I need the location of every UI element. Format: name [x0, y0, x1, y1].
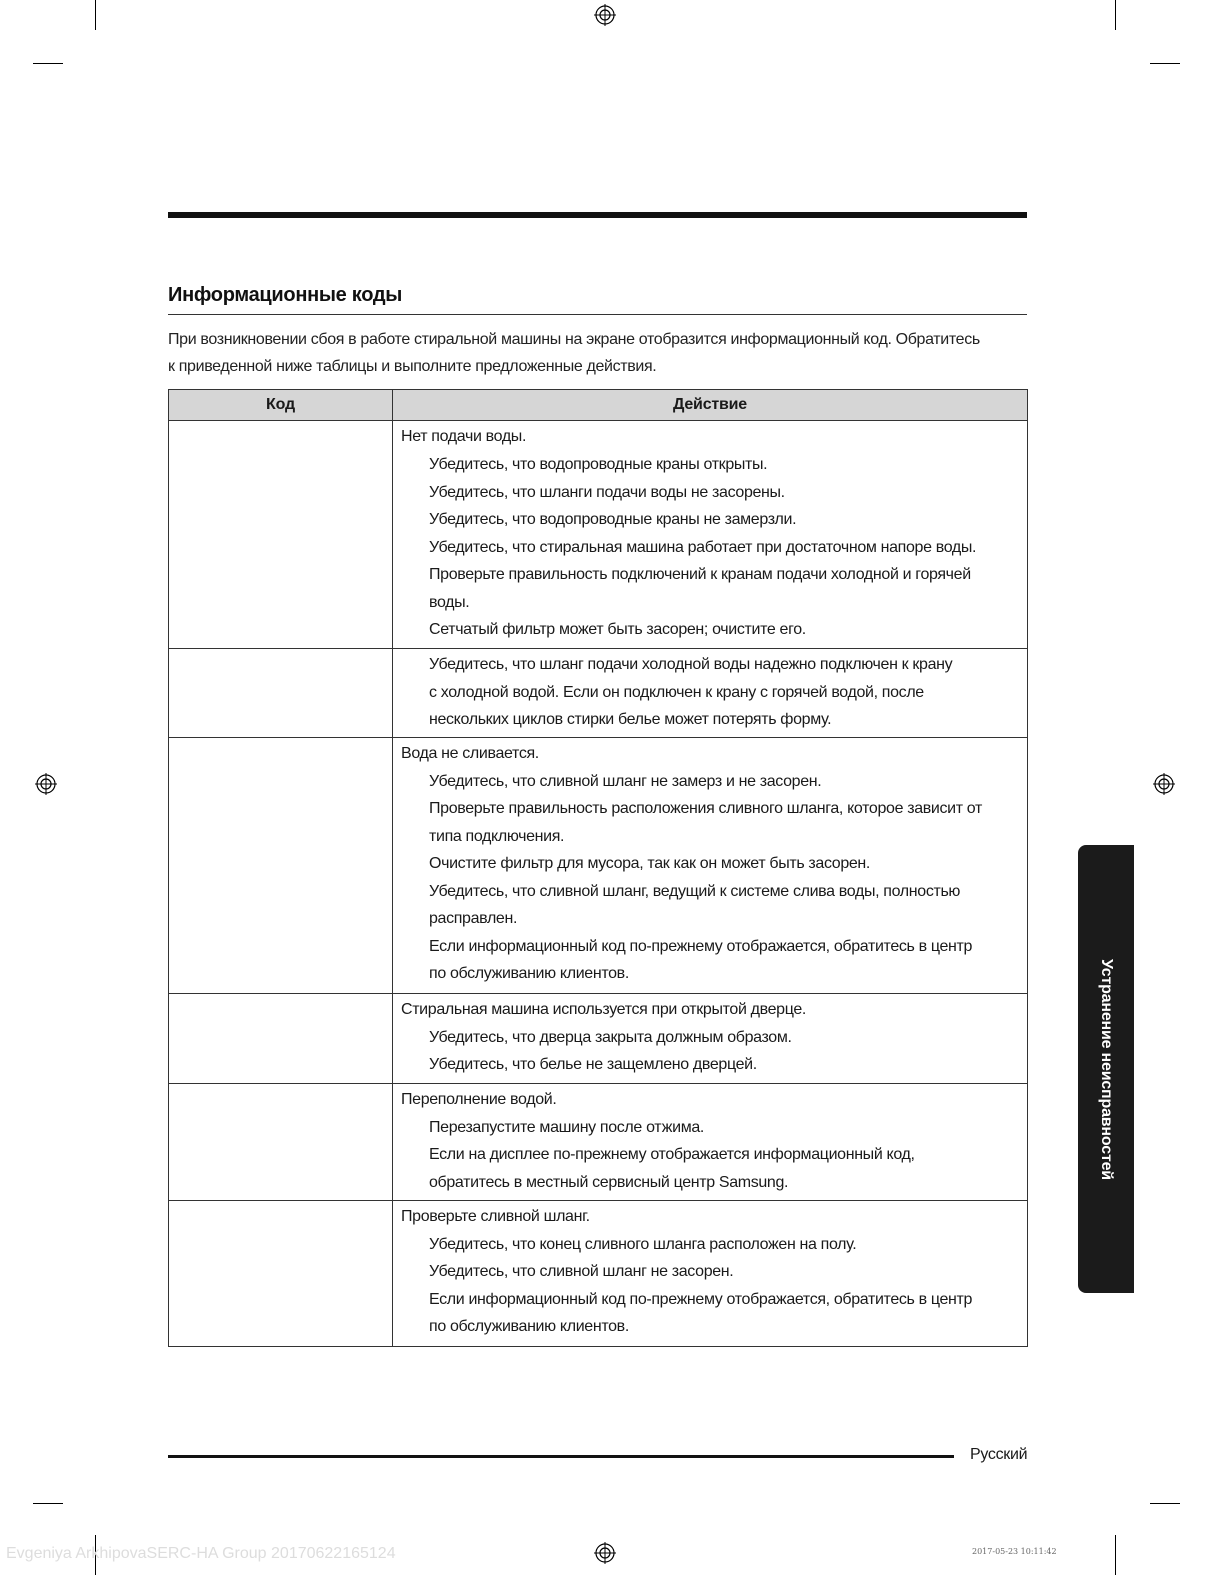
crop-mark	[33, 1503, 63, 1504]
step-item: Если информационный код по-прежнему отображается, обратитесь в центр	[429, 937, 973, 955]
footer-rule	[168, 1455, 954, 1458]
table-header-row	[169, 390, 1028, 421]
step-item: Убедитесь, что белье не защемлено дверцей.	[429, 1056, 757, 1073]
step-item: Сетчатый фильтр может быть засорен; очистите его.	[429, 621, 806, 638]
registration-mark-icon	[1153, 773, 1175, 795]
step-item: Убедитесь, что конец сливного шланга расположен на полу.	[429, 1235, 857, 1253]
step-item: Если информационный код по-прежнему отображается, обратитесь в центр	[429, 1290, 973, 1308]
table-row	[169, 993, 1028, 1083]
action-cell	[393, 1200, 1028, 1346]
footer-language: Русский	[970, 1446, 1028, 1463]
print-slug: Evgeniya ArkhipovaSERC-HA Group 20170622165124	[6, 1545, 396, 1562]
code-cell	[169, 649, 393, 738]
step-item: Убедитесь, что сливной шланг не замерз и не засорен.	[429, 772, 822, 790]
step-item: типа подключения.	[429, 827, 565, 845]
step-item: расправлен.	[429, 910, 518, 927]
condition-text: Проверьте сливной шланг.	[401, 1207, 590, 1225]
step-list	[393, 1111, 1027, 1200]
step-item: с холодной водой. Если он подключен к крану с горячей водой, после	[429, 683, 924, 701]
chapter-top-rule	[168, 212, 1027, 218]
action-cell	[393, 737, 1028, 993]
crop-mark	[1115, 1535, 1116, 1575]
table-row	[169, 1200, 1028, 1346]
action-cell	[393, 421, 1028, 649]
step-item: Убедитесь, что шланг подачи холодной воды надежно подключен к крану	[429, 656, 953, 673]
step-item: Убедитесь, что шланги подачи воды не засорены.	[429, 483, 785, 501]
intro-line: к приведенной ниже таблицы и выполните предложенные действия.	[168, 358, 657, 375]
crop-mark	[1150, 63, 1180, 64]
code-cell	[169, 1200, 393, 1346]
header-action: Действие	[393, 390, 1028, 421]
step-list	[393, 649, 1027, 737]
step-item: Перезапустите машину после отжима.	[429, 1118, 705, 1136]
action-cell	[393, 993, 1028, 1083]
step-item: нескольких циклов стирки белье может потерять форму.	[429, 711, 832, 728]
registration-mark-icon	[594, 4, 616, 26]
crop-mark	[1115, 0, 1116, 30]
step-item: Убедитесь, что сливной шланг, ведущий к системе слива воды, полностью	[429, 882, 961, 900]
step-list	[393, 1021, 1027, 1082]
crop-mark	[1150, 1503, 1180, 1504]
step-item: обратитесь в местный сервисный центр Samsung.	[429, 1173, 789, 1191]
crop-mark	[33, 63, 63, 64]
condition-text: Вода не сливается.	[401, 744, 539, 762]
step-item: Если на дисплее по-прежнему отображается информационный код,	[429, 1146, 915, 1163]
intro-line: При возникновении сбоя в работе стиральной машины на экране отобразится информационный код. Обратитесь	[168, 331, 980, 348]
step-item: Очистите фильтр для мусора, так как он может быть засорен.	[429, 855, 871, 872]
code-cell	[169, 993, 393, 1083]
step-list	[393, 765, 1027, 991]
step-item: Проверьте правильность расположения сливного шланга, которое зависит от	[429, 800, 982, 817]
step-item: воды.	[429, 593, 470, 611]
crop-mark	[95, 0, 96, 30]
condition-text: Нет подачи воды.	[401, 428, 527, 445]
table-row	[169, 649, 1028, 738]
step-list	[393, 1228, 1027, 1344]
step-item: Убедитесь, что сливной шланг не засорен.	[429, 1263, 734, 1280]
condition-text: Стиральная машина используется при открытой дверце.	[401, 1000, 806, 1018]
step-item: по обслуживанию клиентов.	[429, 965, 629, 982]
print-timestamp: 2017-05-23 10:11:42	[972, 1547, 1057, 1556]
table-row	[169, 1083, 1028, 1200]
section-title: Информационные коды	[168, 284, 403, 306]
registration-mark-icon	[35, 773, 57, 795]
step-item: Убедитесь, что дверца закрыта должным образом.	[429, 1028, 792, 1046]
step-item: Убедитесь, что стиральная машина работает при достаточном напоре воды.	[429, 538, 977, 556]
table-row	[169, 737, 1028, 993]
table-row	[169, 421, 1028, 649]
action-cell	[393, 649, 1028, 738]
step-item: Проверьте правильность подключений к кранам подачи холодной и горячей	[429, 566, 971, 583]
condition-text: Переполнение водой.	[401, 1090, 557, 1108]
intro-paragraph	[168, 326, 1038, 380]
step-item: по обслуживанию клиентов.	[429, 1318, 629, 1335]
info-codes-table	[168, 389, 1028, 1347]
chapter-side-tab	[1078, 845, 1134, 1293]
header-code: Код	[169, 390, 393, 421]
title-underline	[168, 314, 1027, 315]
step-item: Убедитесь, что водопроводные краны открыты.	[429, 456, 768, 473]
step-item: Убедитесь, что водопроводные краны не замерзли.	[429, 511, 797, 528]
step-list	[393, 448, 1027, 647]
action-cell	[393, 1083, 1028, 1200]
registration-mark-icon	[594, 1542, 616, 1564]
chapter-side-tab-label: Устранение неисправностей	[1098, 958, 1115, 1180]
code-cell	[169, 1083, 393, 1200]
code-cell	[169, 421, 393, 649]
code-cell	[169, 737, 393, 993]
